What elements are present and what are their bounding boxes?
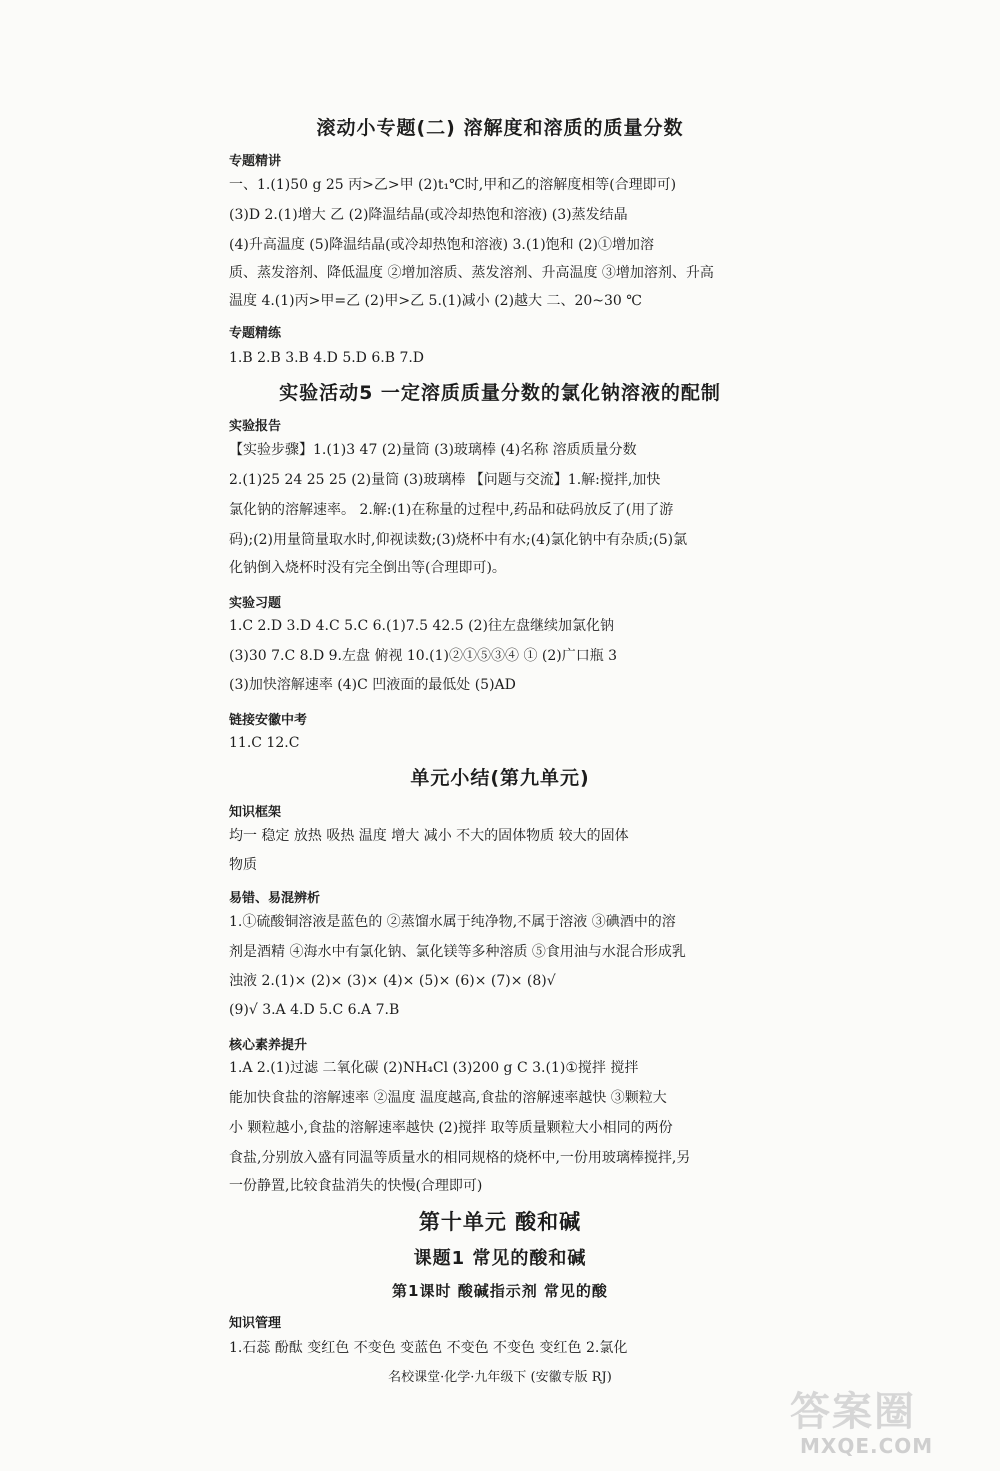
subheading-anhui-exam: 链接安徽中考 <box>229 713 308 728</box>
watermark-url: MXQE.COM <box>800 1434 934 1458</box>
answer-line: 码);(2)用量筒量取水时,仰视读数;(3)烧杯中有水;(4)氯化钠中有杂质;(5)氯 <box>229 532 688 548</box>
answer-line: (9)√ 3.A 4.D 5.C 6.A 7.B <box>229 1002 400 1018</box>
answer-line: 1.C 2.D 3.D 4.C 5.C 6.(1)7.5 42.5 (2)往左盘继续加氯化钠 <box>229 618 614 634</box>
answer-line: 1.①硫酸铜溶液是蓝色的 ②蒸馏水属于纯净物,不属于溶液 ③碘酒中的溶 <box>229 914 676 930</box>
answer-line: 氯化钠的溶解速率。 2.解:(1)在称量的过程中,药品和砝码放反了(用了游 <box>229 502 674 518</box>
answer-line: 质、蒸发溶剂、降低温度 ②增加溶质、蒸发溶剂、升高温度 ③增加溶剂、升高 <box>229 265 714 281</box>
answer-line: 1.B 2.B 3.B 4.D 5.D 6.B 7.D <box>229 350 425 366</box>
answer-line: 1.石蕊 酚酞 变红色 不变色 变蓝色 不变色 不变色 变红色 2.氯化 <box>229 1340 628 1356</box>
answer-line: (4)升高温度 (5)降温结晶(或冷却热饱和溶液) 3.(1)饱和 (2)①增加溶 <box>229 237 654 253</box>
section-title-unit-summary: 单元小结(第九单元) <box>410 767 590 789</box>
subheading-topic-practice: 专题精练 <box>229 326 282 341</box>
answer-line: 11.C 12.C <box>229 735 300 751</box>
subheading-core-literacy: 核心素养提升 <box>229 1038 308 1053</box>
watermark-mark: 答案圈 <box>790 1389 916 1435</box>
watermark-logo <box>770 1380 980 1460</box>
answer-line: 剂是酒精 ④海水中有氯化钠、氯化镁等多种溶质 ⑤食用油与水混合形成乳 <box>229 944 686 960</box>
answer-line: 小 颗粒越小,食盐的溶解速率越快 (2)搅拌 取等质量颗粒大小相同的两份 <box>229 1120 673 1136</box>
subheading-knowledge-management: 知识管理 <box>229 1316 282 1331</box>
answer-line: 1.A 2.(1)过滤 二氧化碳 (2)NH₄Cl (3)200 g C 3.(1)①搅拌 搅拌 <box>229 1060 639 1076</box>
answer-line: (3)D 2.(1)增大 乙 (2)降温结晶(或冷却热饱和溶液) (3)蒸发结晶 <box>229 207 628 223</box>
answer-line: 能加快食盐的溶解速率 ②温度 温度越高,食盐的溶解速率越快 ③颗粒大 <box>229 1090 667 1106</box>
answer-line: 【实验步骤】1.(1)3 47 (2)量筒 (3)玻璃棒 (4)名称 溶质质量分数 <box>229 442 637 458</box>
answer-line: 一、1.(1)50 g 25 丙>乙>甲 (2)t₁℃时,甲和乙的溶解度相等(合理即可) <box>229 177 677 193</box>
answer-line: 2.(1)25 24 25 25 (2)量筒 (3)玻璃棒 【问题与交流】1.解:搅拌,加快 <box>229 472 661 488</box>
subheading-error-analysis: 易错、易混辨析 <box>229 891 321 906</box>
subheading-experiment-exercises: 实验习题 <box>229 596 282 611</box>
section-title-scroll-topic: 滚动小专题(二) 溶解度和溶质的质量分数 <box>316 117 684 139</box>
answer-line: 物质 <box>229 857 257 873</box>
subheading-topic-lecture: 专题精讲 <box>229 154 282 169</box>
answer-line: (3)30 7.C 8.D 9.左盘 俯视 10.(1)②①⑤③④ ① (2)广口瓶 3 <box>229 648 618 664</box>
answer-line: 食盐,分别放入盛有同温等质量水的相同规格的烧杯中,一份用玻璃棒搅拌,另 <box>229 1150 691 1166</box>
section-title-experiment-5: 实验活动5 一定溶质质量分数的氯化钠溶液的配制 <box>279 382 721 404</box>
unit-title: 第十单元 酸和碱 <box>418 1210 582 1234</box>
subheading-experiment-report: 实验报告 <box>229 419 282 434</box>
lesson-title: 课题1 常见的酸和碱 <box>413 1248 587 1269</box>
page-footer: 名校课堂·化学·九年级下 (安徽专版 RJ) <box>388 1370 612 1385</box>
period-title: 第1课时 酸碱指示剂 常见的酸 <box>392 1282 608 1300</box>
answer-line: (3)加快溶解速率 (4)C 凹液面的最低处 (5)AD <box>229 677 516 693</box>
answer-line: 化钠倒入烧杯时没有完全倒出等(合理即可)。 <box>229 560 506 576</box>
answer-line: 一份静置,比较食盐消失的快慢(合理即可) <box>229 1178 483 1194</box>
answer-line: 温度 4.(1)丙>甲=乙 (2)甲>乙 5.(1)减小 (2)越大 二、20~30 ℃ <box>229 293 642 309</box>
answer-line: 均一 稳定 放热 吸热 温度 增大 减小 不大的固体物质 较大的固体 <box>229 828 629 844</box>
subheading-knowledge-framework: 知识框架 <box>229 805 282 820</box>
answer-line: 浊液 2.(1)× (2)× (3)× (4)× (5)× (6)× (7)× (8)√ <box>229 973 556 989</box>
